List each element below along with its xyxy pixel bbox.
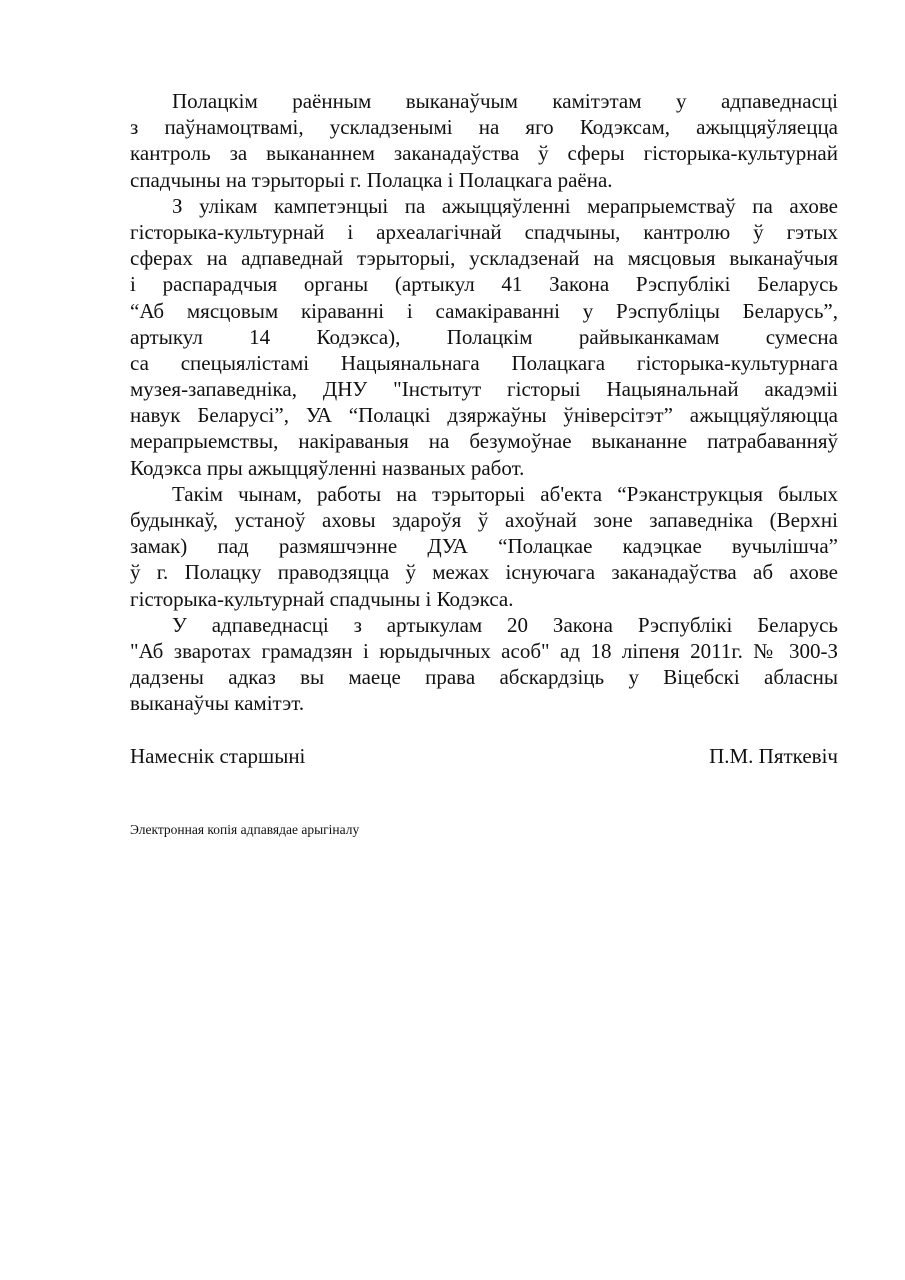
text-line: з паўнамоцтвамі, ускладзенымі на яго Кодэксам, ажыццяўляецца xyxy=(130,115,838,140)
text-line: выканаўчы камітэт. xyxy=(130,691,305,716)
text-line: мерапрыемствы, накіраваныя на безумоўнае выкананне патрабаванняў xyxy=(130,429,838,454)
text-line: гісторыка-культурнай спадчыны і Кодэкса. xyxy=(130,586,514,611)
text-line: ў г. Полацку праводзяцца ў межах існуючага заканадаўства аб ахове xyxy=(130,560,838,585)
text-line: спадчыны на тэрыторыі г. Полацка і Полацкага раёна. xyxy=(130,167,613,192)
text-line: музея-запаведніка, ДНУ "Інстытут гісторыі Нацыянальнай акадэміі xyxy=(130,377,838,402)
paragraph xyxy=(130,481,838,612)
text-line: гісторыка-культурнай і археалагічнай спадчыны, кантролю ў гэтых xyxy=(130,219,838,244)
text-line: і распарадчыя органы (артыкул 41 Закона Рэспублікі Беларусь xyxy=(130,272,838,297)
text-line: са спецыялістамі Нацыянальнага Полацкага гісторыка-культурнага xyxy=(130,350,838,375)
signer-name: П.М. Пяткевіч xyxy=(709,744,838,768)
text-line: будынкаў, устаноў аховы здароўя ў ахоўнай зоне запаведніка (Верхні xyxy=(130,508,838,532)
text-line: навук Беларусі”, УА “Полацкі дзяржаўны ўніверсітэт” ажыццяўляюцца xyxy=(130,403,838,428)
text-line: У адпаведнасці з артыкулам 20 Закона Рэспублікі Беларусь xyxy=(172,612,838,637)
text-line: сферах на адпаведнай тэрыторыі, ускладзенай на мясцовыя выканаўчыя xyxy=(130,246,838,271)
signer-position: Намеснік старшыні xyxy=(130,744,306,768)
text-line: артыкул 14 Кодэкса), Полацкім райвыканкамам сумесна xyxy=(130,324,838,349)
text-line: Кодэкса пры ажыццяўленні названых работ. xyxy=(130,455,525,480)
text-line: “Аб мясцовым кіраванні і самакіраванні у Рэспубліцы Беларусь”, xyxy=(130,298,838,323)
text-line: замак) пад размяшчэнне ДУА “Полацкае кадэцкае вучылішча” xyxy=(130,534,838,559)
electronic-copy-note: Электронная копія адпавядае арыгіналу xyxy=(130,822,360,837)
text-line: "Аб зваротах грамадзян і юрыдычных асоб" ад 18 ліпеня 2011г. № 300-З xyxy=(130,638,838,663)
paragraph xyxy=(130,88,838,193)
text-line: З улікам кампетэнцыі па ажыццяўленні мерапрыемстваў па ахове xyxy=(172,193,838,218)
text-line: кантроль за выкананнем заканадаўства ў сферы гісторыка-культурнай xyxy=(130,141,838,166)
paragraph xyxy=(130,193,838,481)
text-line: Полацкім раённым выканаўчым камітэтам у адпаведнасці xyxy=(172,89,838,113)
text-line: дадзены адказ вы маеце права абскардзіць у Віцебскі абласны xyxy=(130,665,838,690)
letter-body xyxy=(130,88,838,717)
paragraph xyxy=(130,612,838,717)
text-line: Такім чынам, работы на тэрыторыі аб'екта “Рэканструкцыя былых xyxy=(172,481,838,506)
signature-block xyxy=(130,743,838,769)
